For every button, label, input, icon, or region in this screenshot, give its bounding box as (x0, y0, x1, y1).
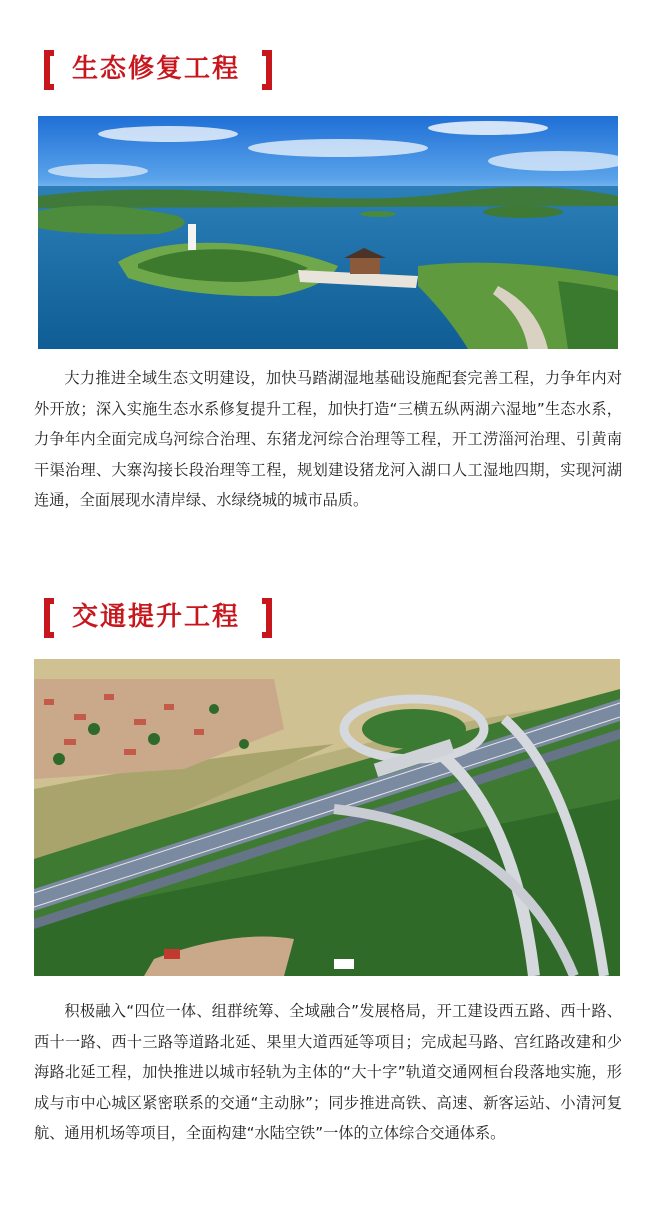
ecology-paragraph: 大力推进全域生态文明建设，加快马踏湖湿地基础设施配套完善工程，力争年内对外开放；深入实施生态水系修复提升工程，加快打造“三横五纵两湖六湿地”生态水系，力争年内全面完成乌河综合治理、东猪龙河综合治理等工程，开工涝淄河治理、引黄南干渠治理、大寨沟接长段治理等工程，规划建设猪龙河入湖口人工湿地四期，实现河湖连通，全面展现水清岸绿、水绿绕城的城市品质。 (34, 369, 622, 510)
highway-interchange-photo (34, 659, 620, 976)
section-title-transport (44, 598, 272, 642)
section-title-text: 生态修复工程 (72, 54, 241, 84)
title-bracket-left (44, 598, 54, 638)
title-bracket-left (44, 50, 54, 90)
title-bracket-right (262, 598, 272, 638)
lake-wetland-photo (38, 116, 618, 349)
title-bracket-right (262, 50, 272, 90)
section-title-ecology (44, 50, 272, 94)
section-title-text: 交通提升工程 (72, 602, 241, 632)
transport-paragraph: 积极融入“四位一体、组群统筹、全域融合”发展格局，开工建设西五路、西十路、西十一路、西十三路等道路北延、果里大道西延等项目；完成起马路、宫红路改建和少海路北延工程，加快推进以城市轻轨为主体的“大十字”轨道交通网桓台段落地实施，形成与市中心城区紧密联系的交通“主动脉”；同步推进高铁、高速、新客运站、小清河复航、通用机场等项目，全面构建“水陆空铁”一体的立体综合交通体系。 (34, 1002, 622, 1143)
